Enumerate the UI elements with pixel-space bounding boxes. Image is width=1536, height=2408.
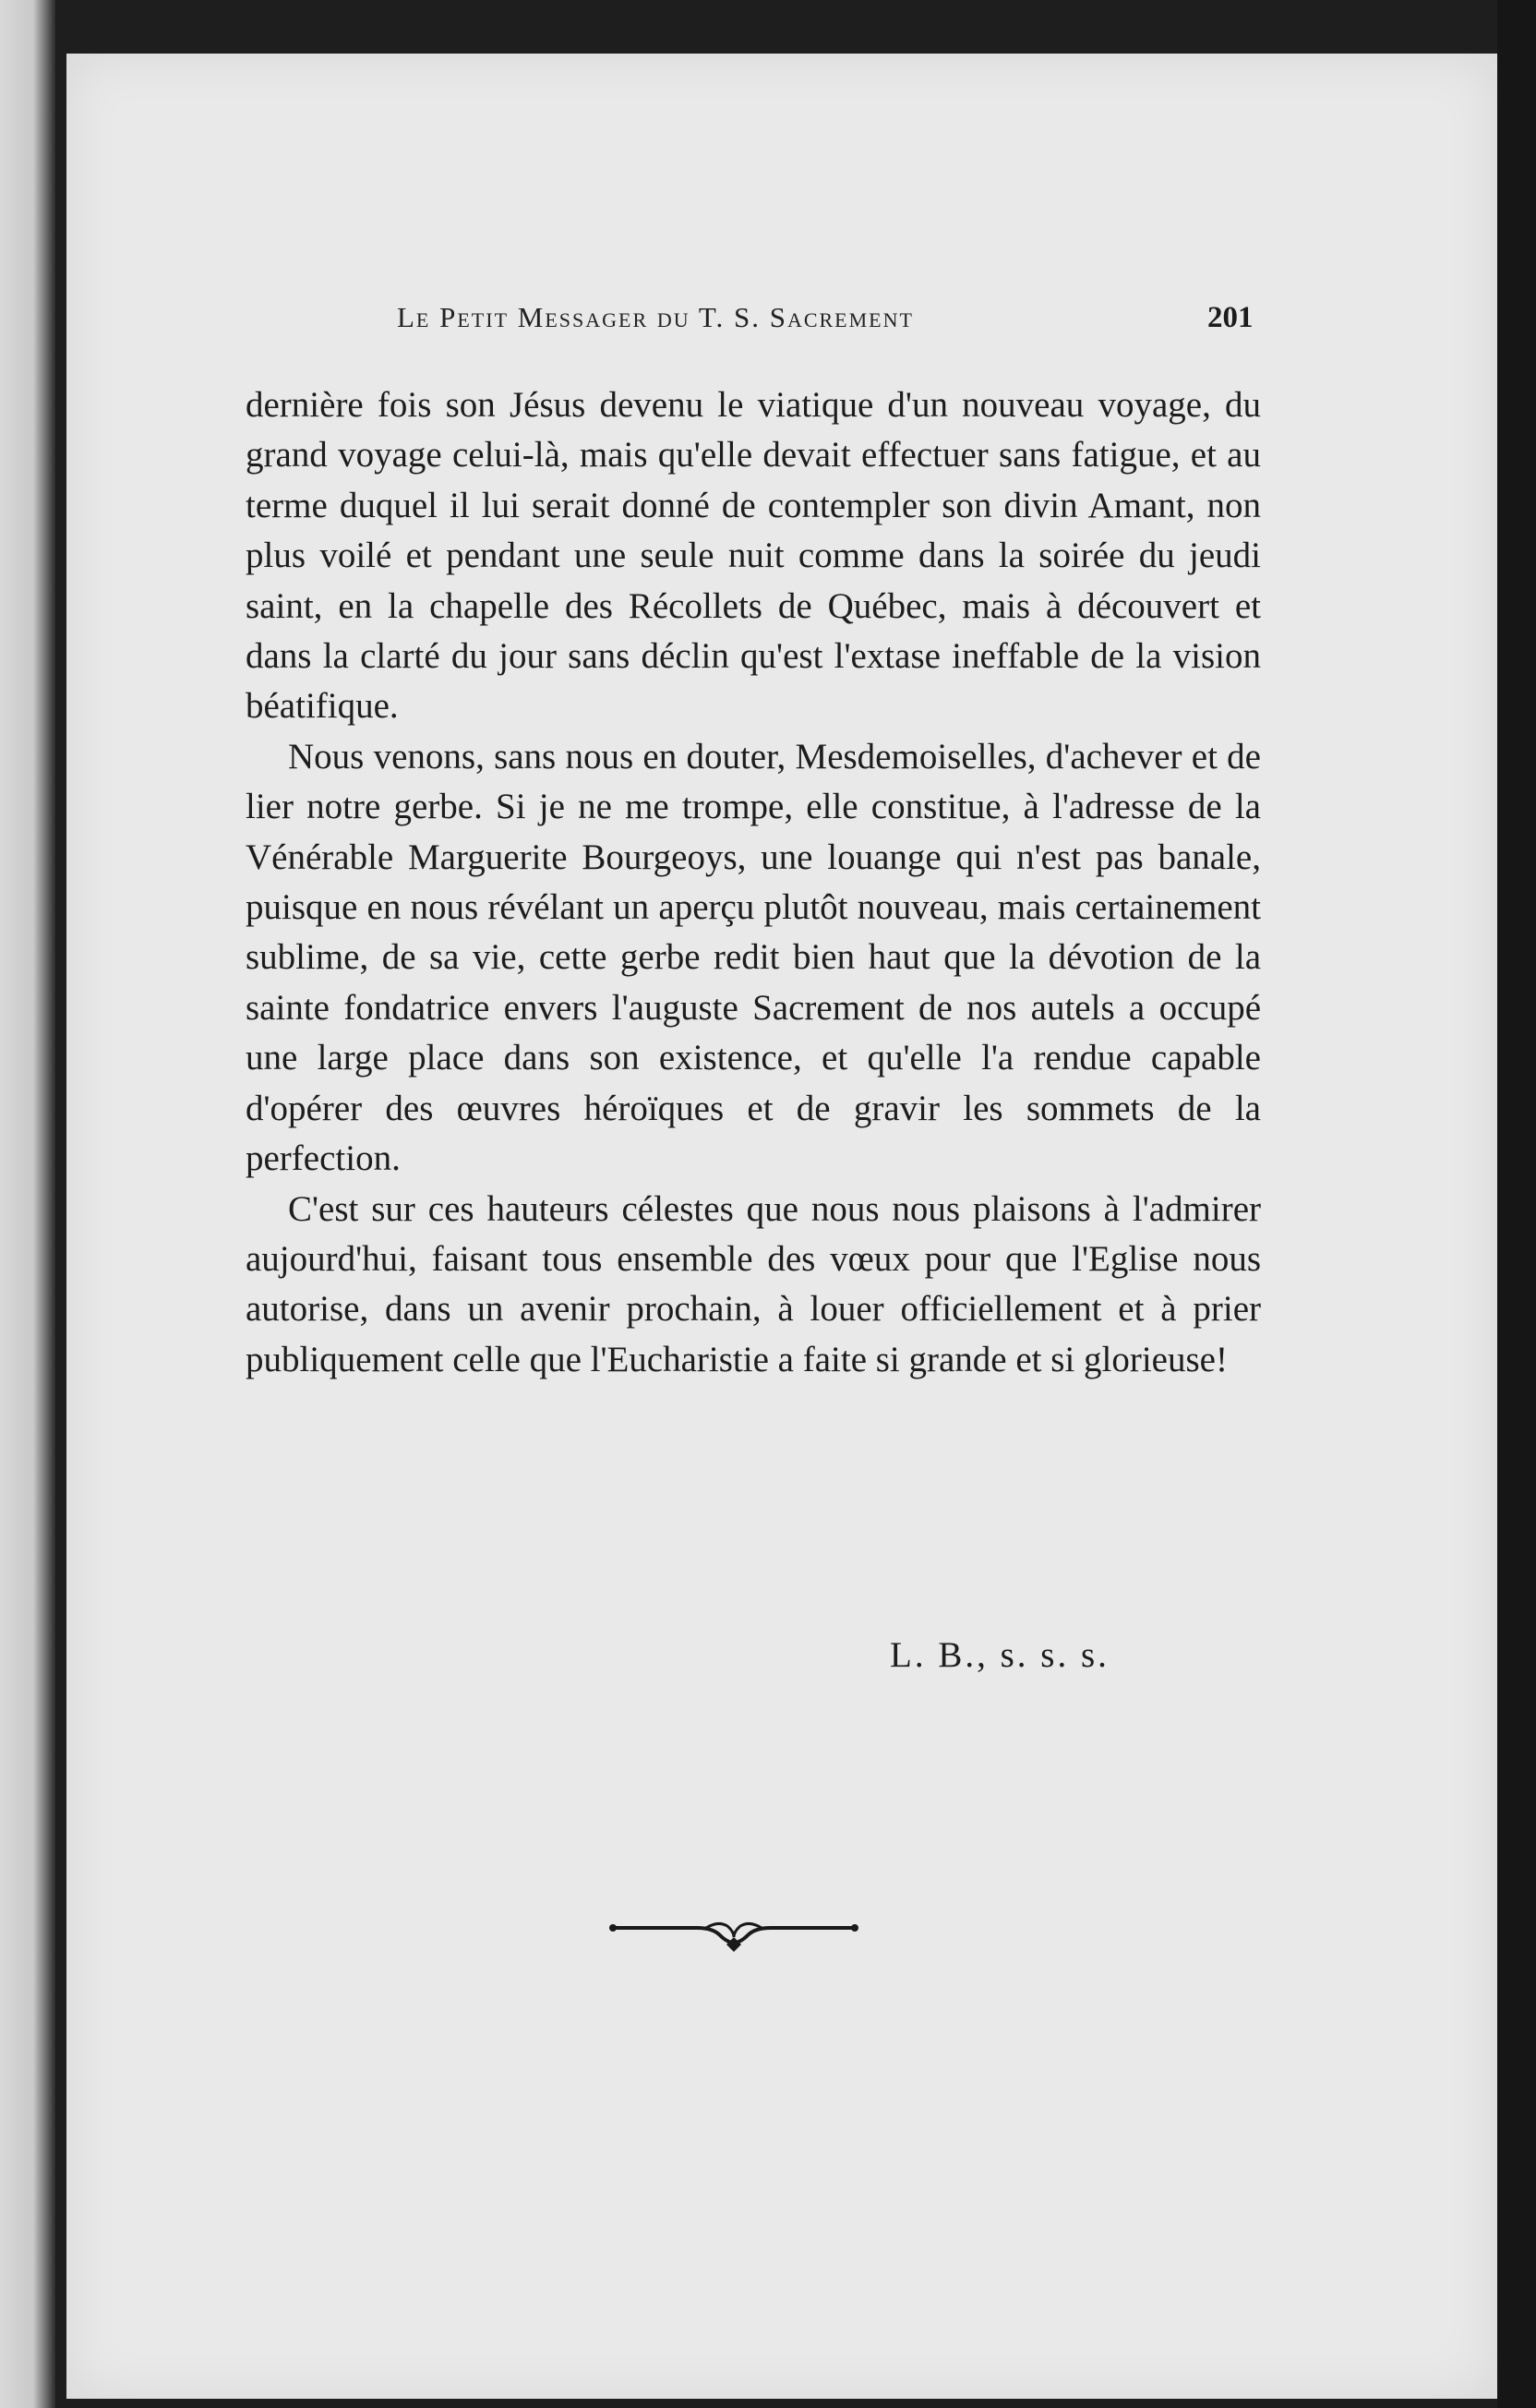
page-number: 201 [1207, 301, 1254, 334]
body-text [246, 380, 1261, 1385]
paragraph: Nous venons, sans nous en douter, Mesdemoiselles, d'achever et de lier notre gerbe. Si je ne me trompe, elle constitue, à l'adresse de la Vénérable Marguerite Bourgeoys, une louange qui n'est pas banale, puisque en nous révélant un aperçu plutôt nouveau, mais certainement sublime, de sa vie, cette gerbe redit bien haut que la dévotion de la sainte fondatrice envers l'auguste Sacrement de nos autels a occupé une large place dans son existence, et qu'elle l'a rendue capable d'opérer des œuvres héroïques et de gravir les sommets de la perfection. [246, 736, 1261, 1179]
running-title: Le Petit Messager du T. S. Sacrement [397, 301, 914, 333]
paragraph: C'est sur ces hauteurs célestes que nous nous plaisons à l'admirer aujourd'hui, faisant tous ensemble des vœux pour que l'Eglise nous autorise, dans un avenir prochain, à louer officiellement et à prier publiquement celle que l'Eucharistie a faite si grande et si glorieuse! [246, 1188, 1261, 1379]
scan-border [1497, 0, 1536, 2408]
facing-page-edge [0, 0, 55, 2408]
signature: L. B., s. s. s. [890, 1635, 1110, 1675]
flourish-ornament-icon [609, 1900, 858, 1956]
paragraph-continuation: dernière fois son Jésus devenu le viatique d'un nouveau voyage, du grand voyage celui-là, mais qu'elle devait effectuer sans fatigue, et au terme duquel il lui serait donné de contempler son divin Amant, non plus voilé et pendant une seule nuit comme dans la soirée du jeudi saint, en la chapelle des Récollets de Québec, mais à découvert et dans la clarté du jour sans déclin qu'est l'extase ineffable de la vision béatifique. [246, 385, 1261, 727]
